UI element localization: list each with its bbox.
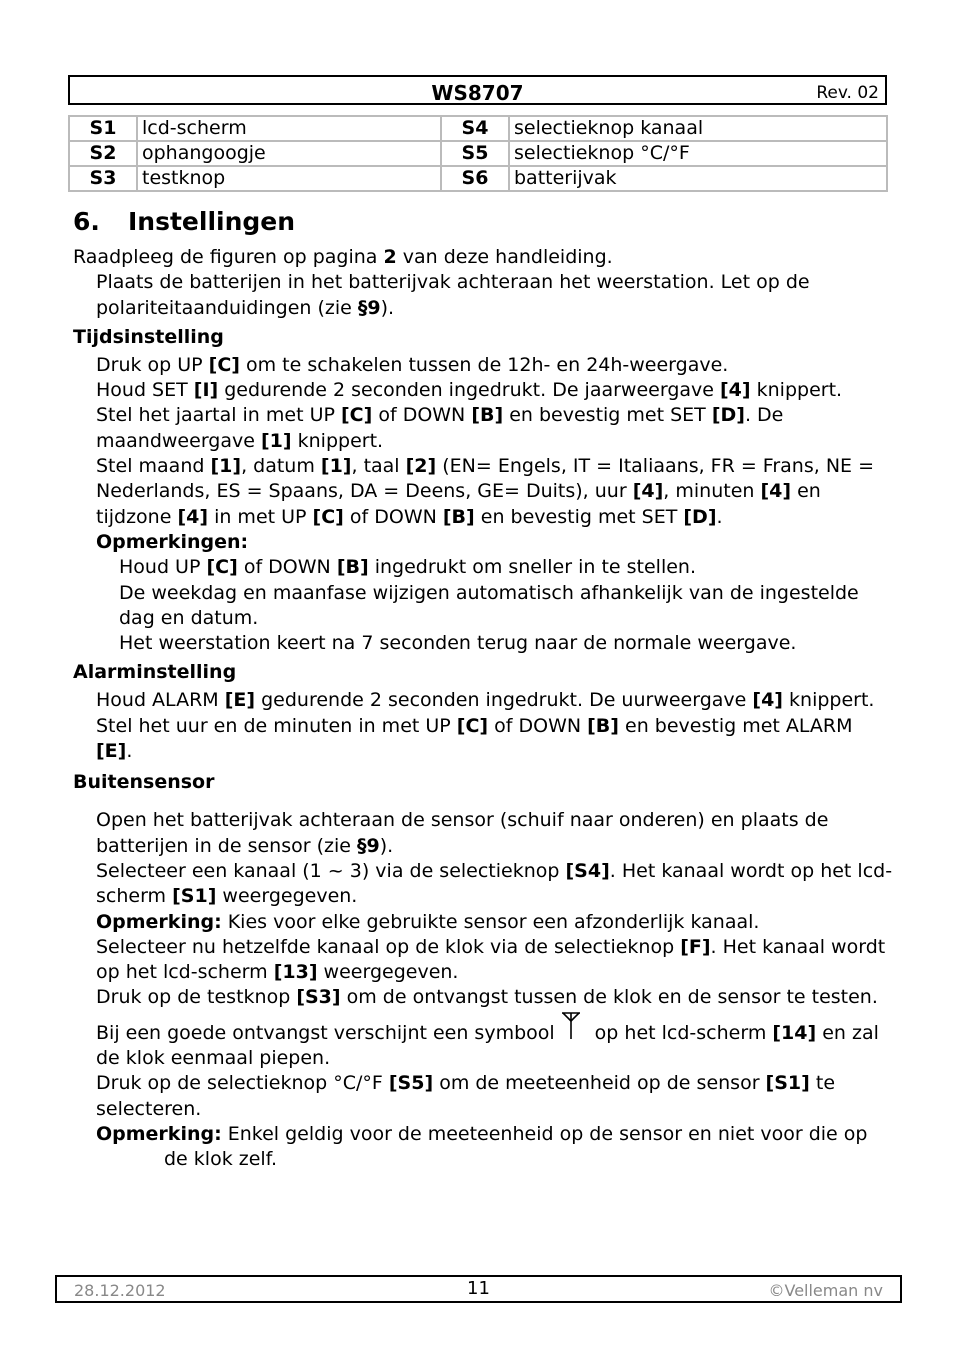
buiten-note-2: Opmerking: Enkel geldig voor de meeteenheid op de sensor en niet voor die op de klok zelf. — [96, 1122, 868, 1171]
buiten-step-2: Selecteer een kanaal (1 ~ 3) via de selectieknop [S4]. Het kanaal wordt op het lcd-scherm [S1] weergegeven. — [96, 859, 893, 908]
page-footer — [55, 1275, 902, 1303]
subheading-buitensensor: Buitensensor — [73, 771, 215, 794]
notes-heading: Opmerkingen: — [96, 530, 249, 553]
section-heading: 6. Instellingen — [73, 207, 296, 236]
tijd-step-2: Houd SET [I] gedurende 2 seconden ingedrukt. De jaarweergave [4] knippert. — [96, 379, 843, 402]
document-title: WS8707 — [431, 81, 524, 105]
table-row: S2 ophangoogje S5 selectieknop °C/°F — [69, 141, 887, 166]
page-number: 11 — [467, 1278, 490, 1299]
note-1: Houd UP [C] of DOWN [B] ingedrukt om sneller in te stellen. — [119, 556, 696, 579]
components-table — [68, 115, 888, 192]
note-2: De weekdag en maanfase wijzigen automatisch afhankelijk van de ingestelde dag en datum. — [119, 581, 859, 629]
antenna-icon — [561, 1011, 581, 1043]
main-content — [73, 205, 893, 1173]
intro-battery-paragraph: Plaats de batterijen in het batterijvak achteraan het weerstation. Let op de polariteitaanduidingen (zie §9). — [96, 271, 810, 319]
note-3: Het weerstation keert na 7 seconden terug naar de normale weergave. — [119, 632, 797, 655]
buiten-note-1: Opmerking: Kies voor elke gebruikte sensor een afzonderlijk kanaal. — [96, 910, 760, 933]
buiten-step-4: Druk op de testknop [S3] om de ontvangst tussen de klok en de sensor te testen. Bij een goede ontvangst verschijnt een symbool op het lcd-scherm [14] en zal de klok eenmaal piepen. — [96, 986, 879, 1070]
tijd-step-4: Stel maand [1], datum [1], taal [2] (EN= Engels, IT = Italiaans, FR = Frans, NE = Nederlands, ES = Spaans, DA = Deens, GE= Duits), uur [4], minuten [4] en tijdzone [4] in met UP [C] of DOWN [B] en bevestig met SET [D]. — [96, 455, 874, 528]
tijd-step-3: Stel het jaartal in met UP [C] of DOWN [B] en bevestig met SET [D]. De maandweergave [1] knippert. — [96, 404, 784, 452]
tijd-step-1: Druk op UP [C] om te schakelen tussen de 12h- en 24h-weergave. — [96, 353, 729, 376]
subheading-alarminstelling: Alarminstelling — [73, 661, 237, 684]
revision-label: Rev. 02 — [816, 83, 879, 103]
alarm-step-1: Houd ALARM [E] gedurende 2 seconden ingedrukt. De uurweergave [4] knippert. — [96, 689, 875, 712]
alarm-step-2: Stel het uur en de minuten in met UP [C] of DOWN [B] en bevestig met ALARM [E]. — [96, 714, 853, 763]
subheading-tijdsinstelling: Tijdsinstelling — [73, 325, 224, 348]
table-row: S1 lcd-scherm S4 selectieknop kanaal — [69, 116, 887, 141]
footer-date: 28.12.2012 — [74, 1281, 166, 1300]
buiten-step-5: Druk op de selectieknop °C/°F [S5] om de meeteenheid op de sensor [S1] te selecteren. — [96, 1072, 836, 1120]
page-header — [68, 75, 887, 105]
buiten-step-1: Open het batterijvak achteraan de sensor (schuif naar onderen) en plaats de batterijen in de sensor (zie §9). — [96, 809, 829, 857]
intro-paragraph: Raadpleeg de figuren op pagina 2 van deze handleiding. — [73, 246, 613, 268]
buiten-step-3: Selecteer nu hetzelfde kanaal op de klok via de selectieknop [F]. Het kanaal wordt op het lcd-scherm [13] weergegeven. — [96, 935, 886, 984]
table-row: S3 testknop S6 batterijvak — [69, 166, 887, 191]
footer-copyright: ©Velleman nv — [768, 1281, 883, 1300]
